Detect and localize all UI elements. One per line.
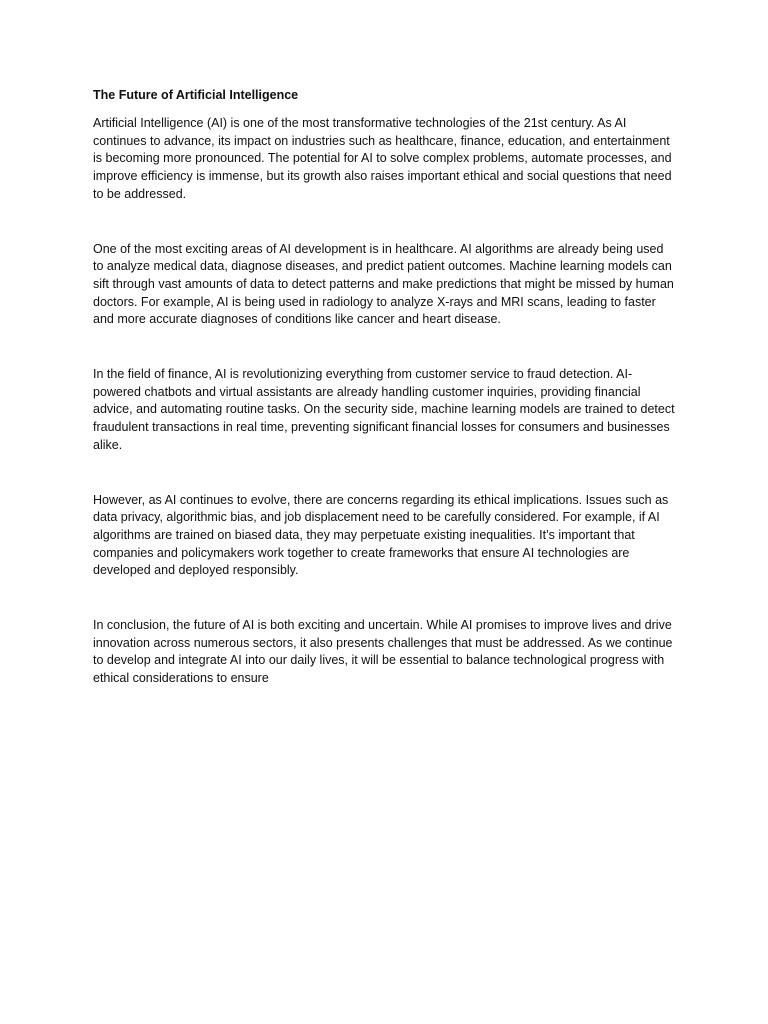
document-page — [93, 86, 675, 688]
document-title: The Future of Artificial Intelligence — [93, 88, 299, 102]
paragraph-healthcare: One of the most exciting areas of AI development is in healthcare. AI algorithms are already being used to analyze medical data, diagnose diseases, and predict patient outcomes. Machine learning models can sift through vast amounts of data to detect patterns and make predictions that might be missed by human doctors. For example, AI is being used in radiology to analyze X-rays and MRI scans, leading to faster and more accurate diagnoses of conditions like cancer and heart disease. — [93, 241, 674, 327]
paragraph-finance: In the field of finance, AI is revolutionizing everything from customer service to fraud detection. AI-powered chatbots and virtual assistants are already handling customer inquiries, providing financial advice, and automating routine tasks. On the security side, machine learning models are trained to detect fraudulent transactions in real time, preventing significant financial losses for consumers and businesses alike. — [93, 367, 675, 452]
paragraph-conclusion: In conclusion, the future of AI is both exciting and uncertain. While AI promises to improve lives and drive innovation across numerous sectors, it also presents challenges that must be addressed. As we continue to develop and integrate AI into our daily lives, it will be essential to balance technological progress with ethical considerations to ensure — [93, 618, 673, 686]
paragraph-ethics: However, as AI continues to evolve, there are concerns regarding its ethical implications. Issues such as data privacy, algorithmic bias, and job displacement need to be carefully considered. For example, if AI algorithms are trained on biased data, they may perpetuate existing inequalities. It’s important that companies and policymakers work together to create frameworks that ensure AI technologies are developed and deployed responsibly. — [93, 492, 669, 578]
paragraph-introduction: Artificial Intelligence (AI) is one of the most transformative technologies of the 21st century. As AI continues to advance, its impact on industries such as healthcare, finance, education, and entertainment is becoming more pronounced. The potential for AI to solve complex problems, automate processes, and improve efficiency is immense, but its growth also raises important ethical and social questions that need to be addressed. — [93, 116, 672, 201]
